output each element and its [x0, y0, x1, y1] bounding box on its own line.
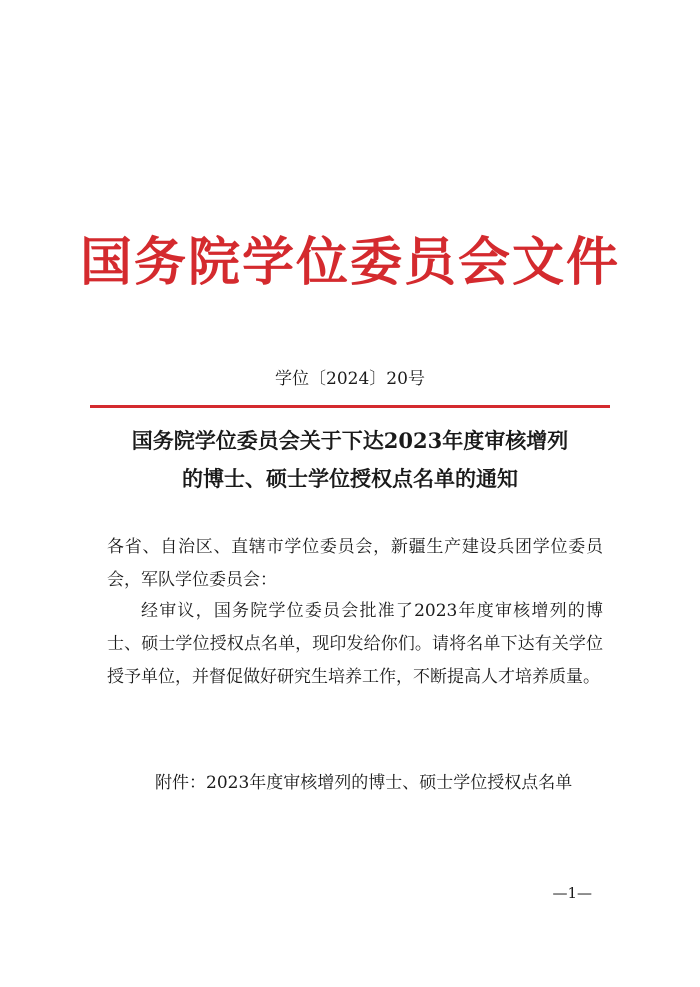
page-number: —1—: [552, 884, 592, 902]
document-title: [60, 422, 640, 498]
title-line-1: 国务院学位委员会关于下达2023年度审核增列: [131, 428, 569, 453]
red-divider-line: [90, 405, 610, 408]
addressee: 各省、自治区、直辖市学位委员会，新疆生产建设兵团学位委员会，军队学位委员会：: [107, 537, 603, 590]
document-masthead: 国务院学位委员会文件: [79, 232, 620, 293]
title-line-2: 的博士、硕士学位授权点名单的通知: [182, 466, 518, 491]
body-paragraph: 经审议，国务院学位委员会批准了2023年度审核增列的博士、硕士学位授权点名单，现印发给你们。请将名单下达有关学位授予单位，并督促做好研究生培养工作，不断提高人才培养质量。: [107, 601, 603, 687]
attachment-note: 附件：2023年度审核增列的博士、硕士学位授权点名单: [155, 773, 573, 793]
document-number: 学位〔2024〕20号: [275, 369, 425, 389]
